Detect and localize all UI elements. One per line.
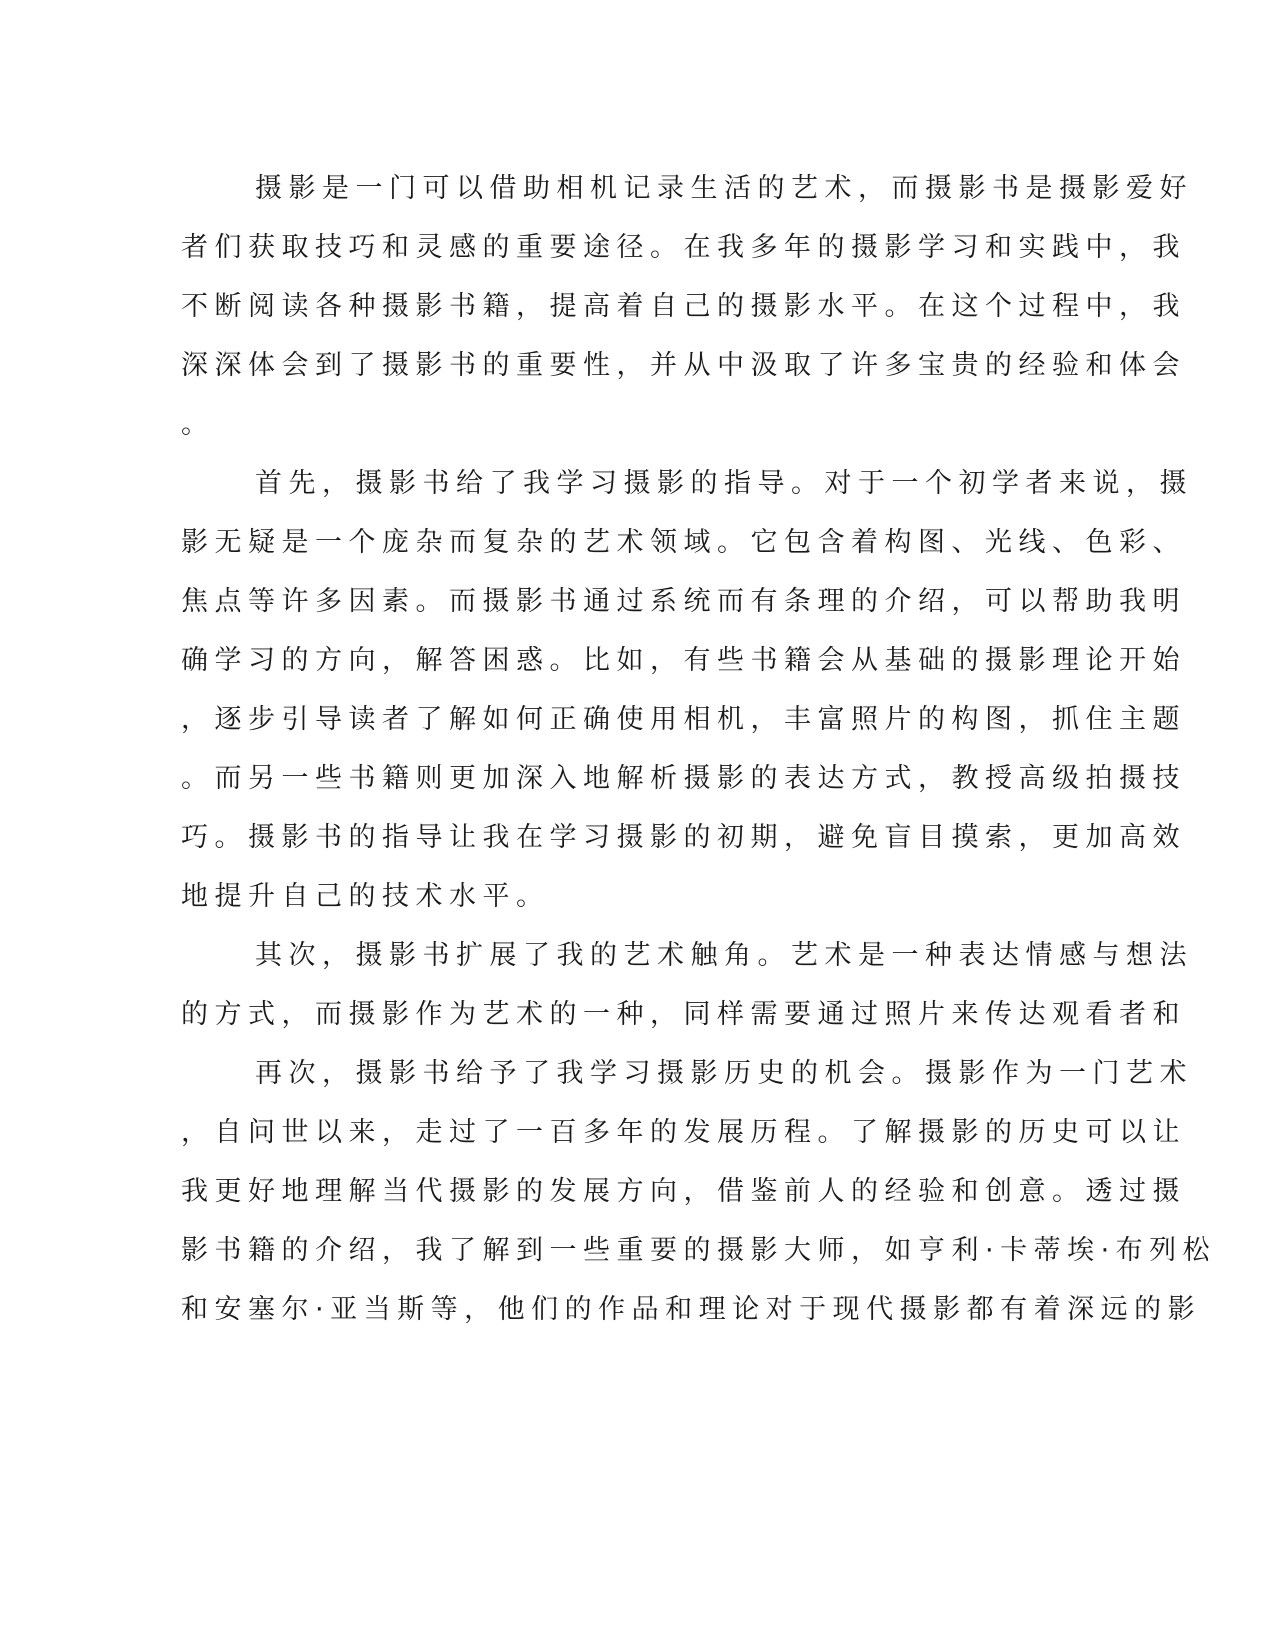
text-line: 地提升自己的技术水平。 bbox=[181, 881, 550, 912]
text-line: 首先，摄影书给了我学习摄影的指导。对于一个初学者来说，摄 bbox=[255, 468, 1193, 499]
text-line: ，逐步引导读者了解如何正确使用相机，丰富照片的构图，抓住主题 bbox=[181, 704, 1186, 735]
text-line: 焦点等许多因素。而摄影书通过系统而有条理的介绍，可以帮助我明 bbox=[181, 586, 1186, 617]
text-line: 者们获取技巧和灵感的重要途径。在我多年的摄影学习和实践中，我 bbox=[181, 232, 1186, 263]
text-line: 摄影是一门可以借助相机记录生活的艺术，而摄影书是摄影爱好 bbox=[255, 173, 1193, 204]
text-line: 。 bbox=[181, 409, 215, 440]
text-line: 再次，摄影书给予了我学习摄影历史的机会。摄影作为一门艺术 bbox=[255, 1058, 1193, 1089]
text-line: 确学习的方向，解答困惑。比如，有些书籍会从基础的摄影理论开始 bbox=[181, 645, 1186, 676]
text-line: 影无疑是一个庞杂而复杂的艺术领域。它包含着构图、光线、色彩、 bbox=[181, 527, 1186, 558]
text-line: 我更好地理解当代摄影的发展方向，借鉴前人的经验和创意。透过摄 bbox=[181, 1176, 1186, 1207]
text-line: 其次，摄影书扩展了我的艺术触角。艺术是一种表达情感与想法 bbox=[255, 940, 1193, 971]
text-line: 深深体会到了摄影书的重要性，并从中汲取了许多宝贵的经验和体会 bbox=[181, 350, 1186, 381]
text-line: 的方式，而摄影作为艺术的一种，同样需要通过照片来传达观看者和 bbox=[181, 999, 1186, 1030]
text-line: 巧。摄影书的指导让我在学习摄影的初期，避免盲目摸索，更加高效 bbox=[181, 822, 1186, 853]
text-line: 和安塞尔·亚当斯等，他们的作品和理论对于现代摄影都有着深远的影 bbox=[181, 1294, 1202, 1325]
text-line: 影书籍的介绍，我了解到一些重要的摄影大师，如亨利·卡蒂埃·布列松 bbox=[181, 1235, 1217, 1266]
text-line: 不断阅读各种摄影书籍，提高着自己的摄影水平。在这个过程中，我 bbox=[181, 291, 1186, 322]
text-line: 。而另一些书籍则更加深入地解析摄影的表达方式，教授高级拍摄技 bbox=[181, 763, 1186, 794]
body-text bbox=[181, 159, 1217, 1339]
text-line: ，自问世以来，走过了一百多年的发展历程。了解摄影的历史可以让 bbox=[181, 1117, 1186, 1148]
